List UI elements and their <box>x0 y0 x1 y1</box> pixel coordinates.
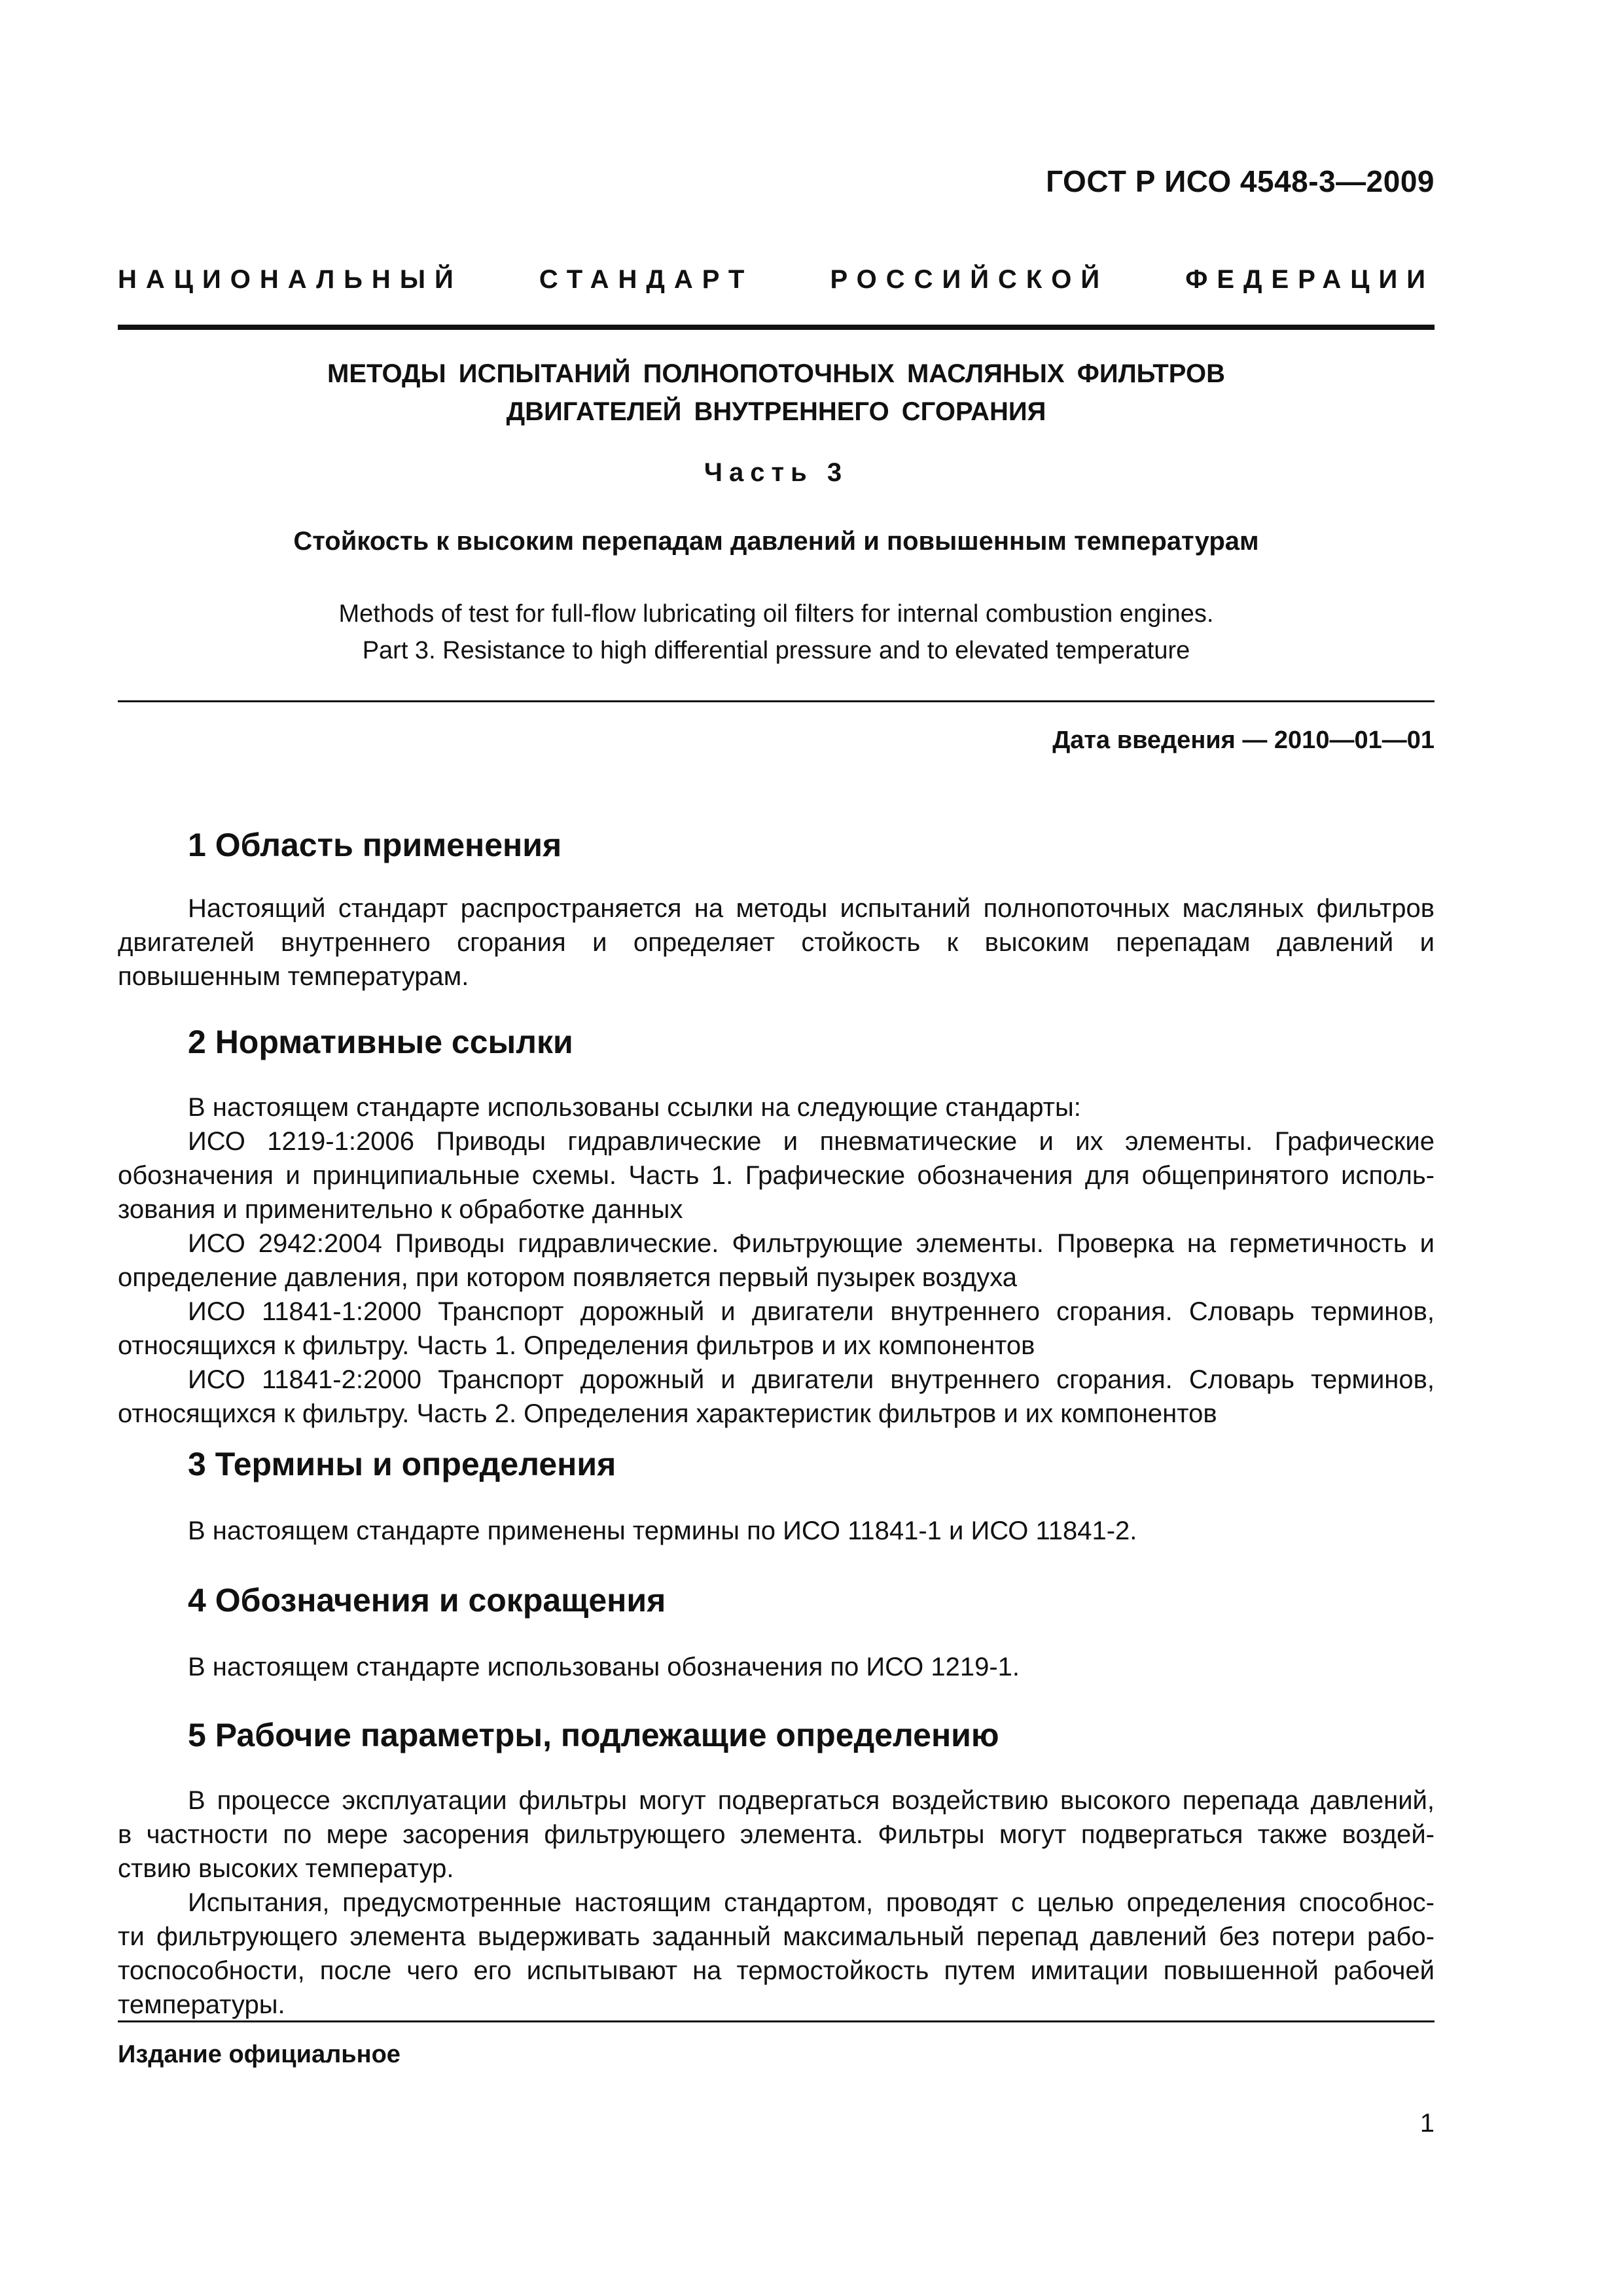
text-line: двигателей внутреннего сгорания и определяет стойкость к высоким перепадам давлений и <box>118 928 1435 957</box>
title-line: ДВИГАТЕЛЕЙ ВНУТРЕННЕГО СГОРАНИЯ <box>506 397 1046 426</box>
banner-word: РОССИЙСКОЙ <box>830 265 1109 294</box>
national-standard-banner <box>118 265 1435 295</box>
section-5-body <box>118 1784 1435 2022</box>
banner-word: СТАНДАРТ <box>539 265 754 294</box>
introduction-date: Дата введения — 2010—01—01 <box>1052 726 1435 754</box>
footer-divider <box>118 2020 1435 2022</box>
text-line: В настоящем стандарте использованы ссылки на следующие стандарты: <box>188 1093 1081 1122</box>
title-divider <box>118 700 1435 702</box>
text-line: В настоящем стандарте использованы обозначения по ИСО 1219-1. <box>188 1653 1020 1681</box>
text-line: тоспособности, после чего его испытывают на термостойкость путем имитации повышенной рабочей <box>118 1956 1435 1985</box>
english-title-line: Methods of test for full-flow lubricating oil filters for internal combustion engines. <box>338 600 1214 628</box>
text-line: зования и применительно к обработке данных <box>118 1195 683 1224</box>
text-line: В процессе эксплуатации фильтры могут подвергаться воздействию высокого перепада давлений, <box>188 1786 1435 1815</box>
part-label: Часть 3 <box>704 458 849 487</box>
official-edition-label: Издание официальное <box>118 2041 401 2068</box>
text-line: ИСО 2942:2004 Приводы гидравлические. Фильтрующие элементы. Проверка на герметичность и <box>188 1229 1435 1258</box>
text-line: Испытания, предусмотренные настоящим стандартом, проводят с целью определения способнос- <box>188 1888 1435 1917</box>
text-line: температуры. <box>118 1990 285 2019</box>
section-2-body <box>118 1090 1435 1431</box>
text-line: повышенным температурам. <box>118 962 469 991</box>
header-divider <box>118 325 1435 330</box>
title-line: МЕТОДЫ ИСПЫТАНИЙ ПОЛНОПОТОЧНЫХ МАСЛЯНЫХ ФИЛЬТРОВ <box>327 359 1225 388</box>
section-4-body <box>118 1650 1435 1684</box>
section-3-body <box>118 1514 1435 1548</box>
page-number: 1 <box>1419 2109 1435 2138</box>
text-line: ти фильтрующего элемента выдерживать заданный максимальный перепад давлений без потери рабо- <box>118 1922 1435 1951</box>
section-4-heading: 4 Обозначения и сокращения <box>188 1582 666 1619</box>
section-5-heading: 5 Рабочие параметры, подлежащие определению <box>188 1717 999 1753</box>
text-line: ИСО 1219-1:2006 Приводы гидравлические и пневматические и их элементы. Графические <box>188 1127 1435 1156</box>
text-line: определение давления, при котором появляется первый пузырек воздуха <box>118 1263 1018 1292</box>
text-line: ИСО 11841-1:2000 Транспорт дорожный и двигатели внутреннего сгорания. Словарь терминов, <box>188 1297 1435 1326</box>
banner-word: ФЕДЕРАЦИИ <box>1185 265 1435 294</box>
part-subtitle: Стойкость к высоким перепадам давлений и повышенным температурам <box>293 527 1259 556</box>
section-3-heading: 3 Термины и определения <box>188 1446 616 1482</box>
text-line: относящихся к фильтру. Часть 2. Определения характеристик фильтров и их компонентов <box>118 1399 1217 1428</box>
english-title-line: Part 3. Resistance to high differential pressure and to elevated temperature <box>362 637 1190 664</box>
text-line: В настоящем стандарте применены термины по ИСО 11841-1 и ИСО 11841-2. <box>188 1516 1137 1545</box>
text-line: ИСО 11841-2:2000 Транспорт дорожный и двигатели внутреннего сгорания. Словарь терминов, <box>188 1365 1435 1394</box>
section-1-body <box>118 891 1435 994</box>
text-line: обозначения и принципиальные схемы. Часть 1. Графические обозначения для общепринятого исполь- <box>118 1161 1435 1190</box>
text-line: ствию высоких температур. <box>118 1854 454 1883</box>
text-line: в частности по мере засорения фильтрующего элемента. Фильтры могут подвергаться также воздей- <box>118 1820 1435 1849</box>
document-title <box>118 355 1435 431</box>
text-line: Настоящий стандарт распространяется на методы испытаний полнопоточных масляных фильтров <box>188 894 1435 923</box>
section-2-heading: 2 Нормативные ссылки <box>188 1024 573 1060</box>
text-line: относящихся к фильтру. Часть 1. Определения фильтров и их компонентов <box>118 1331 1035 1360</box>
english-title <box>118 596 1435 669</box>
banner-word: НАЦИОНАЛЬНЫЙ <box>118 265 463 294</box>
standard-designation: ГОСТ Р ИСО 4548-3—2009 <box>1046 164 1435 198</box>
section-1-heading: 1 Область применения <box>188 827 562 863</box>
